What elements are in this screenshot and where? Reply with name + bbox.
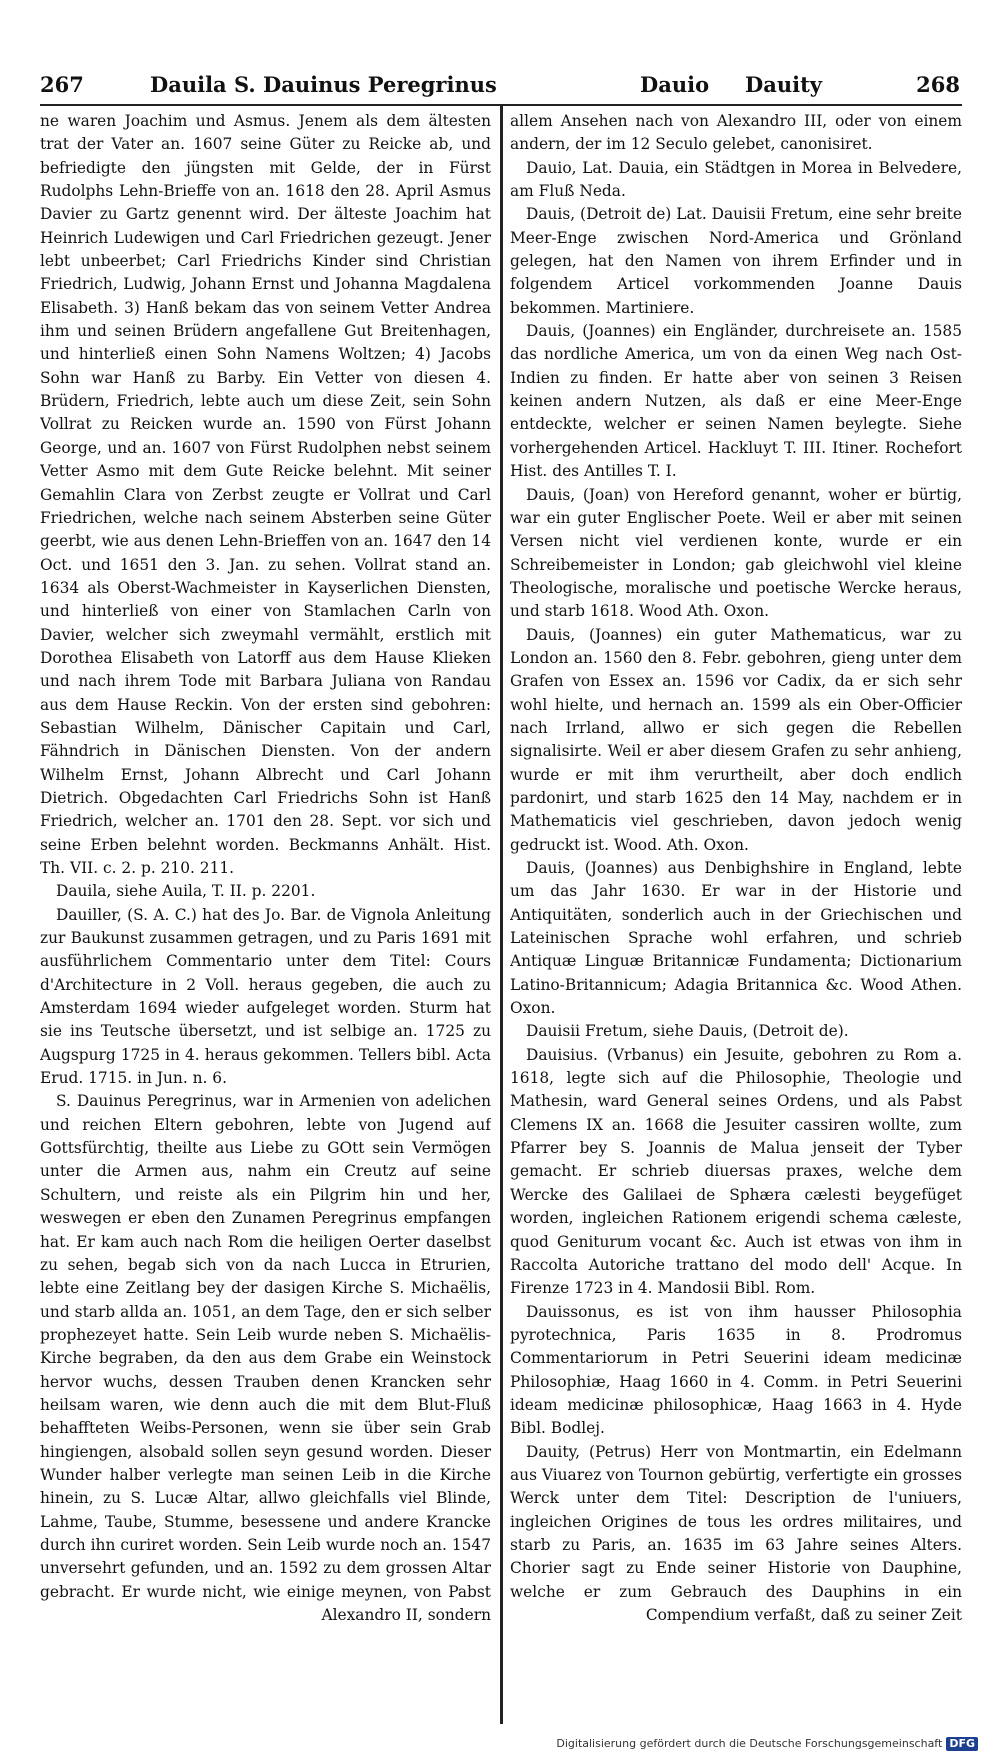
column-divider	[500, 104, 503, 1724]
right-entry-dauis-joannes-3: Dauis, (Joannes) aus Denbighshire in England, lebte um das Jahr 1630. Er war in der Historie und Antiquitäten, sonderlich auch in der Griechischen und Lateinischen Sprache wohl erfahren, und schrieb Antiquæ Linguæ Britannicæ Fundamenta; Dictionarium Latino-Britannicum; Adagia Britannica &c. Wood Athen. Oxon.	[510, 859, 962, 1018]
digitization-footer	[556, 1737, 978, 1751]
right-entry-dauio: Dauio, Lat. Dauia, ein Städtgen in Morea in Belvedere, am Fluß Neda.	[510, 158, 962, 201]
right-entry-dauisii-fretum: Dauisii Fretum, siehe Dauis, (Detroit de).	[526, 1022, 849, 1041]
right-entry-dauis-detroit: Dauis, (Detroit de) Lat. Dauisii Fretum, eine sehr breite Meer-Enge zwischen Nord-America und Grönland gelegen, hat den Namen von ihrem Erfinder und in folgendem Articel vorkommenden Joanne Dauis bekommen. Martiniere.	[510, 205, 962, 317]
right-page-number: 268	[916, 72, 960, 97]
right-entry-dauis-joannes-2: Dauis, (Joannes) ein guter Mathematicus, war zu London an. 1560 den 8. Febr. gebohren, gieng unter dem Grafen von Essex an. 1596 vor Cadix, da er sich sehr wohl hielte, und hernach an. 1599 als ein Ober-Officier nach Irrland, allwo er sich gegen die Rebellen signalisirte. Weil er aber diesem Grafen zu sehr anhieng, wurde er mit ihm verurtheilt, aber doch endlich pardonirt, und starb 1625 den 14 May, nachdem er in Mathematicis viel geschrieben, davon jedoch wenig gedruckt ist. Wood. Ath. Oxon.	[510, 625, 962, 854]
footer-text: Digitalisierung gefördert durch die Deutsche Forschungsgemeinschaft	[556, 1737, 943, 1750]
left-entry-davier-continuation: ne waren Joachim und Asmus. Jenem als dem ältesten trat der Vater an. 1607 seine Güter zu Reicke ab, und befriedigte den jüngsten mit Gelde, der in Fürst Rudolphs Lehn-Brieffe von an. 1618 den 28. April Asmus Davier zu Gartz genennt wird. Der älteste Joachim hat Heinrich Ludewigen und Carl Friedrichen gezeugt. Jener lebt unbeerbet; Carl Friedrichs Kinder sind Christian Friedrich, Ludwig, Johann Ernst und Johanna Magdalena Elisabeth. 3) Hanß bekam das von seinem Vetter Andrea ihm und seinen Brüdern angefallene Gut Breitenhagen, und hinterließ einen Sohn Namens Woltzen; 4) Jacobs Sohn war Hanß zu Barby. Ein Vetter von diesen 4. Brüdern, Friedrich, lebte auch um diese Zeit, sein Sohn Vollrat zu Reicken wurde an. 1590 von Fürst Johann George, und an. 1607 von Fürst Rudolphen nebst seinem Vetter Asmo mit dem Gute Reicke belehnt. Mit seiner Gemahlin Clara von Zerbst zeugte er Vollrat und Carl Friedrichen, welche nach seinem Absterben seine Güter geerbt, wie aus denen Lehn-Brieffen von an. 1647 den 14 Oct. und 1651 den 3. Jan. zu sehen. Vollrat stand an. 1634 als Oberst-Wachmeister in Kayserlichen Diensten, und hinterließ von einer von Stamlachen Carln von Davier, welcher sich zweymahl vermählt, erstlich mit Dorothea Elisabeth von Latorff aus dem Hause Klieken und nach ihrem Tode mit Barbara Juliana von Randau aus dem Hause Reckin. Von der ersten sind gebohren: Sebastian Wilhelm, Dänischer Capitain und Carl, Fähndrich in Dänischen Diensten. Von der andern Wilhelm Ernst, Johann Albrecht und Carl Johann Dietrich. Obgedachten Carl Friedrichs Sohn ist Hanß Friedrich, welcher an. 1701 den 28. Sept. vor sich und seine Erben belehnt worden. Beckmanns Anhält. Hist. Th. VII. c. 2. p. 210. 211.	[40, 112, 491, 877]
left-running-title: Dauila S. Dauinus Peregrinus	[150, 72, 497, 97]
right-entry-dauisius: Dauisius. (Vrbanus) ein Jesuite, gebohren zu Rom a. 1618, legte sich auf die Philosophie, Theologie und Mathesin, ward General seines Ordens, und als Pabst Clemens IX an. 1668 die Jesuiter cassiren wollte, zum Pfarrer bey S. Joannis de Malua jenseit der Tyber gemacht. Er schrieb diuersas praxes, welche dem Wercke des Galilaei de Sphæra cælesti beygefüget worden, ingleichen Rationem erigendi schema cæleste, quod Geniturum vocant &c. Auch ist etwas von ihm in Raccolta Autoriche trattano del modo dell' Acque. In Firenze 1723 in 4. Mandosii Bibl. Rom.	[510, 1045, 962, 1298]
right-column	[510, 110, 962, 1730]
dfg-badge: DFG	[946, 1737, 978, 1751]
right-entry-continuation: allem Ansehen nach von Alexandro III, oder von einem andern, der im 12 Seculo gelebet, canonisiret.	[510, 112, 962, 154]
right-running-title-1: Dauio	[640, 72, 710, 97]
running-header	[40, 70, 960, 100]
left-entry-dauila: Dauila, siehe Auila, T. II. p. 2201.	[56, 882, 316, 901]
left-entry-dauiller: Dauiller, (S. A. C.) hat des Jo. Bar. de Vignola Anleitung zur Baukunst zusammen getragen, und zu Paris 1691 mit ausführlichem Commentario unter dem Titel: Cours d'Architecture in 2 Voll. heraus gegeben, die auch zu Amsterdam 1694 wieder aufgeleget worden. Sturm hat sie ins Teutsche übersetzt, und ist selbige an. 1725 zu Augspurg 1725 in 4. heraus gekommen. Tellers bibl. Acta Erud. 1715. in Jun. n. 6.	[40, 905, 491, 1088]
right-entry-dauissonus: Dauissonus, es ist von ihm hausser Philosophia pyrotechnica, Paris 1635 in 8. Prodromus Commentariorum in Petri Seuerini ideam medicinæ Philosophiæ, Haag 1660 in 4. Comm. in Petri Seuerini ideam medicinæ philosophicæ, Haag 1663 in 4. Hyde Bibl. Bodlej.	[510, 1302, 962, 1438]
right-entry-dauis-joan: Dauis, (Joan) von Hereford genannt, woher er bürtig, war ein guter Englischer Poete. Weil er aber mit seinen Versen nicht viel verdienen konte, wurde er ein Schreibemeister in London; gab gleichwohl viel kleine Theologische, moralische und poetische Wercke heraus, und starb 1618. Wood Ath. Oxon.	[510, 485, 962, 621]
left-column	[40, 110, 491, 1730]
right-entry-dauity: Dauity, (Petrus) Herr von Montmartin, ein Edelmann aus Viuarez von Tournon gebürtig, verfertigte ein grosses Werck unter dem Titel: Description de l'uniuers, ingleichen Origines de tous les ordres militaires, und starb zu Paris, an. 1635 im 63 Jahre seines Alters. Chorier sagt zu Ende seiner Historie von Dauphine, welche er zum Gebrauch des Dauphins in ein Compendium verfaßt, daß zu seiner Zeit	[510, 1442, 962, 1624]
left-page-number: 267	[40, 72, 84, 97]
right-running-title-2: Dauity	[745, 72, 822, 97]
left-entry-dauinus-peregrinus: S. Dauinus Peregrinus, war in Armenien von adelichen und reichen Eltern gebohren, lebte von Jugend auf Gottsfürchtig, theilte aus Liebe zu GOtt sein Vermögen unter die Armen aus, nahm ein Creutz auf seine Schultern, und reiste als ein Pilgrim hin und her, weswegen er eben den Zunamen Peregrinus empfangen hat. Er kam auch nach Rom die heiligen Oerter daselbst zu sehen, begab sich von da nach Lucca in Etrurien, lebte eine Zeitlang bey der dasigen Kirche S. Michaëlis, und starb allda an. 1051, an dem Tage, den er sich selber prophezeyet hatte. Sein Leib wurde neben S. Michaëlis-Kirche begraben, da den aus dem Grabe ein Weinstock hervor wuchs, dessen Trauben denen Krancken sehr heilsam waren, wie denn auch die mit dem Blut-Fluß behaffteten Weibs-Personen, wenn sie über sein Grab hingiengen, alsobald sollen seyn gesund worden. Dieser Wunder halber verlegte man seinen Leib in die Kirche hinein, zu S. Lucæ Altar, allwo gleichfalls viel Blinde, Lahme, Taube, Stumme, besessene und andere Krancke durch ihn curiret worden. Sein Leib wurde noch an. 1547 unversehrt gefunden, und an. 1592 zu dem grossen Altar gebracht. Er wurde nicht, wie einige meynen, von Pabst Alexandro II, sondern	[40, 1092, 491, 1624]
right-entry-dauis-joannes-1: Dauis, (Joannes) ein Engländer, durchreisete an. 1585 das nordliche America, um von da einen Weg nach Ost-Indien zu finden. Er hatte aber von seinen 3 Reisen keinen andern Nutzen, als daß er eine Meer-Enge entdeckte, welcher er seinen Namen beylegte. Siehe vorhergehenden Articel. Hackluyt T. III. Itiner. Rochefort Hist. des Antilles T. I.	[510, 322, 962, 481]
